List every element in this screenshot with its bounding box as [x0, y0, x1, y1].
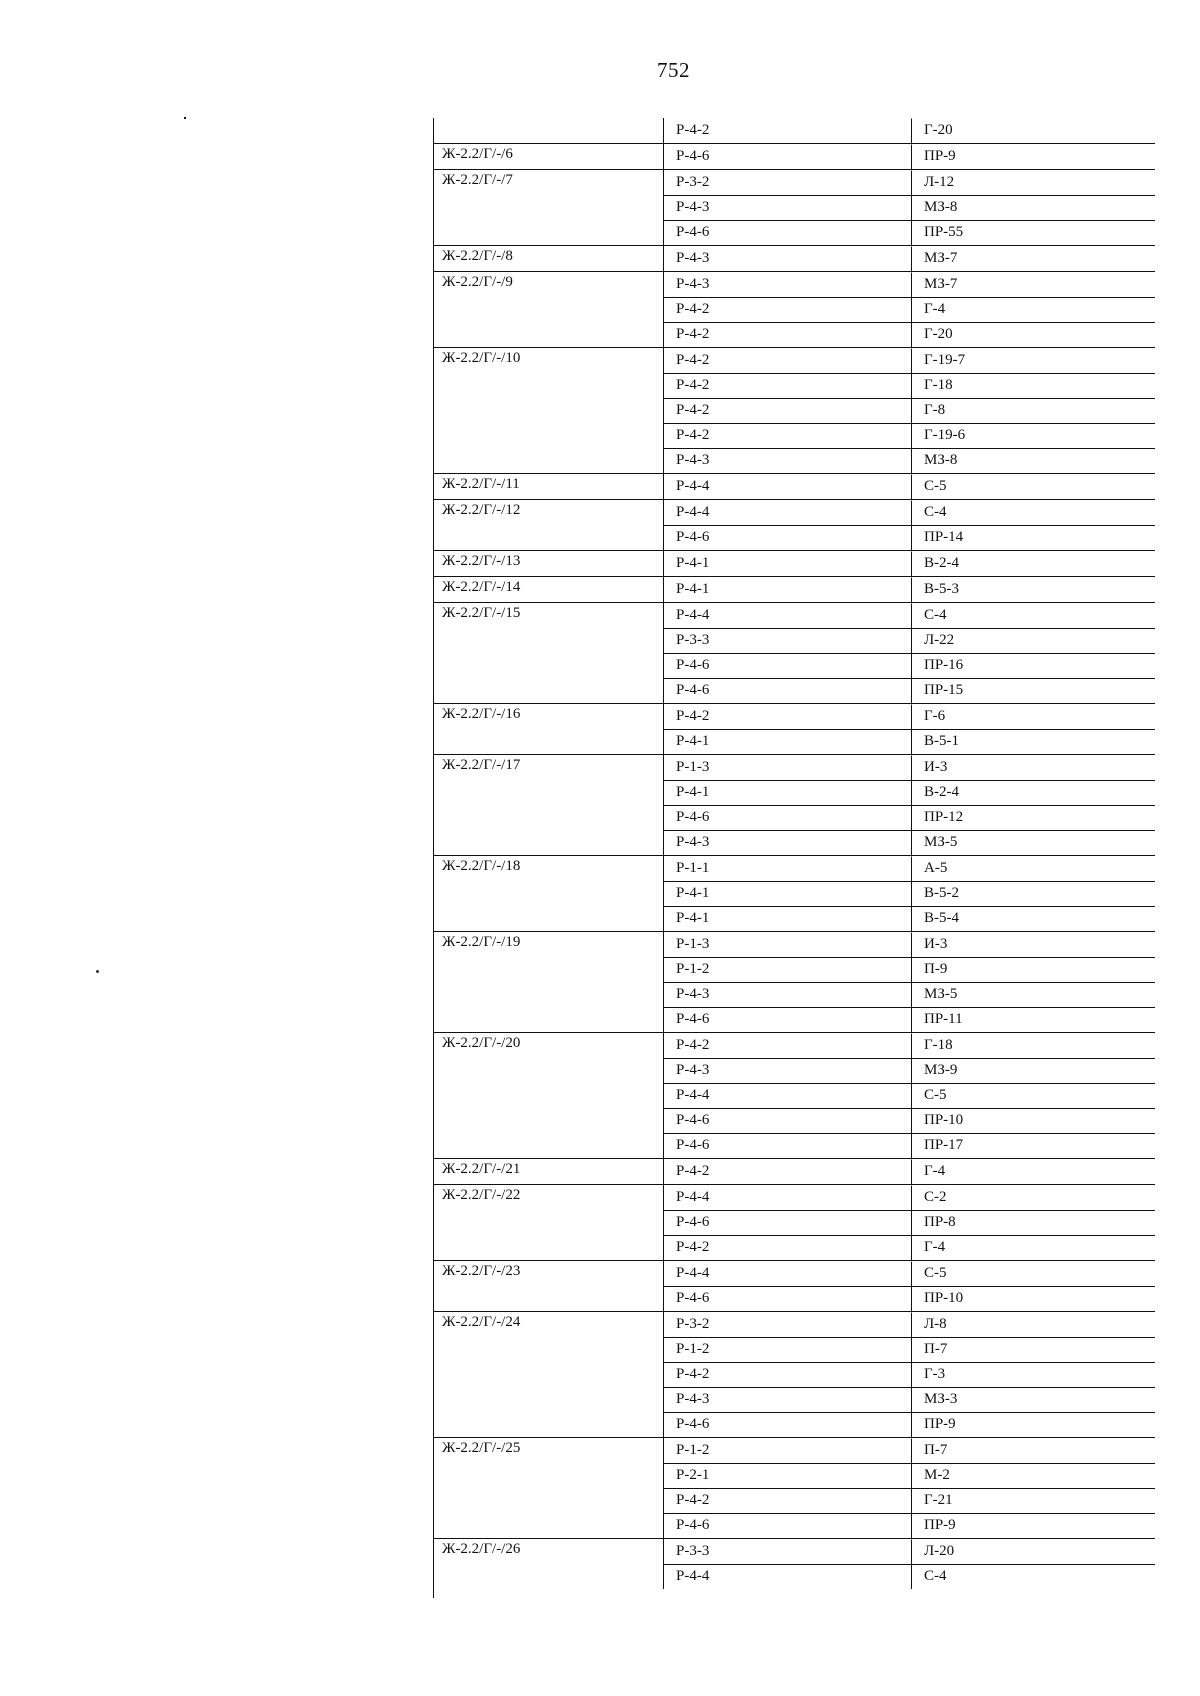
table-row: [664, 1312, 1155, 1337]
item-code-cell: В-2-4: [912, 780, 1155, 805]
item-code-cell: М-2: [912, 1463, 1155, 1488]
item-code-cell: МЗ-9: [912, 1058, 1155, 1083]
section-code-cell: Р-4-4: [664, 1185, 912, 1210]
group-code-cell: Ж-2.2/Г/-/7: [434, 170, 664, 245]
section-code-cell: Р-1-1: [664, 856, 912, 881]
table-row: [664, 1007, 1155, 1032]
item-code-cell: Л-8: [924, 1316, 947, 1332]
table-row: [664, 1564, 1155, 1589]
table-row: [664, 881, 1155, 906]
table-row: [664, 577, 1155, 602]
table-row: [664, 525, 1155, 550]
table-row: [664, 297, 1155, 322]
table-row: [664, 423, 1155, 448]
group-code-cell: Ж-2.2/Г/-/17: [434, 755, 664, 855]
table-row-group: [434, 754, 1155, 855]
item-code-cell: ПР-11: [912, 1007, 1155, 1032]
item-code-cell: МЗ-7: [924, 276, 958, 292]
section-code-cell: Р-4-1: [664, 906, 912, 931]
table-row: [664, 704, 1155, 729]
item-code-cell: Л-12: [924, 174, 955, 190]
table-row-group: [434, 499, 1155, 550]
item-code-cell: Г-3: [912, 1362, 1155, 1387]
table-row-group: [434, 1437, 1155, 1538]
table-row: [664, 398, 1155, 423]
item-code-cell: В-5-4: [912, 906, 1155, 931]
item-code-cell: Г-8: [912, 398, 1155, 423]
table-row: [664, 1033, 1155, 1058]
item-code-cell: Л-20: [924, 1543, 955, 1559]
table-row-group: [434, 1311, 1155, 1437]
item-code-cell: С-4: [924, 504, 947, 520]
table-row-group: [434, 855, 1155, 931]
table-row: [664, 1286, 1155, 1311]
table-row: [664, 830, 1155, 855]
group-rows: [664, 1033, 1155, 1158]
section-code-cell: Р-4-2: [664, 297, 912, 322]
section-code-cell: Р-4-6: [664, 1210, 912, 1235]
table-row: [664, 551, 1155, 576]
section-code-cell: Р-4-2: [664, 118, 912, 143]
group-code-cell: Ж-2.2/Г/-/23: [434, 1261, 664, 1311]
item-code-cell: С-5: [912, 1083, 1155, 1108]
section-code-cell: Р-4-2: [664, 1235, 912, 1260]
section-code-cell: Р-3-3: [664, 628, 912, 653]
section-code-cell: Р-4-1: [664, 577, 912, 602]
table-row: [664, 220, 1155, 245]
item-code-cell: Г-20: [924, 122, 953, 138]
section-code-cell: Р-3-2: [664, 170, 912, 195]
group-rows: [664, 1539, 1155, 1589]
table-row-group: [434, 602, 1155, 703]
group-rows: [664, 1438, 1155, 1538]
table-row: [664, 118, 1155, 143]
section-code-cell: Р-4-3: [664, 982, 912, 1007]
group-code-cell: Ж-2.2/Г/-/10: [434, 348, 664, 473]
table-row-group: [434, 473, 1155, 499]
group-code-cell: Ж-2.2/Г/-/9: [434, 272, 664, 347]
table-row: [664, 1337, 1155, 1362]
item-code-cell: ПР-9: [912, 1513, 1155, 1538]
item-code-cell: Л-22: [912, 628, 1155, 653]
table-row-group: [434, 169, 1155, 245]
section-code-cell: Р-4-2: [664, 1362, 912, 1387]
table-row: [664, 906, 1155, 931]
table-row: [664, 170, 1155, 195]
section-code-cell: Р-1-2: [664, 1438, 912, 1463]
section-code-cell: Р-4-2: [664, 1488, 912, 1513]
group-rows: [664, 1159, 1155, 1184]
section-code-cell: Р-4-4: [664, 474, 912, 499]
group-rows: [664, 856, 1155, 931]
item-code-cell: ПР-17: [912, 1133, 1155, 1158]
section-code-cell: Р-4-2: [664, 704, 912, 729]
item-code-cell: Г-4: [924, 1163, 946, 1179]
section-code-cell: Р-1-2: [664, 957, 912, 982]
table-row: [664, 982, 1155, 1007]
section-code-cell: Р-4-6: [664, 1108, 912, 1133]
table-row: [664, 729, 1155, 754]
table-row-group: [434, 347, 1155, 473]
group-code-cell: Ж-2.2/Г/-/22: [434, 1185, 664, 1260]
table-row: [664, 1058, 1155, 1083]
item-code-cell: В-5-3: [924, 581, 959, 597]
table-row: [664, 1261, 1155, 1286]
table-row: [664, 1362, 1155, 1387]
section-code-cell: Р-4-3: [664, 1058, 912, 1083]
section-code-cell: Р-4-6: [664, 1412, 912, 1437]
table-row: [664, 1235, 1155, 1260]
table-row: [664, 474, 1155, 499]
section-code-cell: Р-4-6: [664, 653, 912, 678]
section-code-cell: Р-3-3: [664, 1539, 912, 1564]
section-code-cell: Р-4-4: [664, 500, 912, 525]
table-row-group: [434, 1538, 1155, 1589]
section-code-cell: Р-4-6: [664, 1513, 912, 1538]
table-row-group: [434, 931, 1155, 1032]
section-code-cell: Р-4-6: [664, 525, 912, 550]
table-row: [664, 805, 1155, 830]
section-code-cell: Р-4-2: [664, 373, 912, 398]
section-code-cell: Р-4-1: [664, 551, 912, 576]
item-code-cell: Г-19-6: [912, 423, 1155, 448]
section-code-cell: Р-4-3: [664, 246, 912, 271]
group-code-cell: Ж-2.2/Г/-/26: [434, 1539, 664, 1589]
group-code-cell: Ж-2.2/Г/-/20: [434, 1033, 664, 1158]
item-code-cell: МЗ-5: [912, 982, 1155, 1007]
table-row-group: [434, 245, 1155, 271]
item-code-cell: Г-4: [912, 1235, 1155, 1260]
item-code-cell: И-3: [924, 759, 948, 775]
section-code-cell: Р-2-1: [664, 1463, 912, 1488]
table-row-group: [434, 703, 1155, 754]
group-rows: [664, 1312, 1155, 1437]
table-row: [664, 678, 1155, 703]
item-code-cell: ПР-15: [912, 678, 1155, 703]
group-rows: [664, 1261, 1155, 1311]
item-code-cell: МЗ-8: [912, 195, 1155, 220]
group-rows: [664, 500, 1155, 550]
group-rows: [664, 474, 1155, 499]
section-code-cell: Р-4-1: [664, 780, 912, 805]
section-code-cell: Р-4-4: [664, 1083, 912, 1108]
table-row: [664, 1412, 1155, 1437]
group-code-cell: Ж-2.2/Г/-/15: [434, 603, 664, 703]
table-row-group: [434, 271, 1155, 347]
group-code-cell: [434, 118, 664, 143]
item-code-cell: Г-6: [924, 708, 946, 724]
table-row: [664, 1539, 1155, 1564]
section-code-cell: Р-4-6: [664, 1133, 912, 1158]
table-row: [664, 500, 1155, 525]
section-code-cell: Р-4-6: [664, 220, 912, 245]
item-code-cell: Г-19-7: [924, 352, 966, 368]
group-code-cell: Ж-2.2/Г/-/11: [434, 474, 664, 499]
group-rows: [664, 932, 1155, 1032]
group-code-cell: Ж-2.2/Г/-/13: [434, 551, 664, 576]
table-row: [664, 932, 1155, 957]
item-code-cell: Г-20: [912, 322, 1155, 347]
table-row: [664, 856, 1155, 881]
table-row-group: [434, 1260, 1155, 1311]
table-row: [664, 195, 1155, 220]
group-code-cell: Ж-2.2/Г/-/25: [434, 1438, 664, 1538]
table-row-group: [434, 143, 1155, 169]
item-code-cell: П-7: [912, 1337, 1155, 1362]
classification-table: [184, 117, 966, 1584]
section-code-cell: Р-4-4: [664, 1564, 912, 1589]
table-row: [664, 1083, 1155, 1108]
group-rows: [664, 144, 1155, 169]
section-code-cell: Р-4-6: [664, 1286, 912, 1311]
table-row: [664, 322, 1155, 347]
group-code-cell: Ж-2.2/Г/-/16: [434, 704, 664, 754]
item-code-cell: В-5-1: [912, 729, 1155, 754]
group-code-cell: Ж-2.2/Г/-/19: [434, 932, 664, 1032]
section-code-cell: Р-4-4: [664, 1261, 912, 1286]
group-rows: [664, 246, 1155, 271]
group-rows: [664, 272, 1155, 347]
group-rows: [664, 755, 1155, 855]
group-rows: [664, 118, 1155, 143]
table-row: [664, 1513, 1155, 1538]
item-code-cell: ПР-9: [912, 1412, 1155, 1437]
table-row: [664, 653, 1155, 678]
table-row: [664, 144, 1155, 169]
table-row: [664, 1488, 1155, 1513]
section-code-cell: Р-4-2: [664, 1033, 912, 1058]
group-code-cell: Ж-2.2/Г/-/21: [434, 1159, 664, 1184]
item-code-cell: МЗ-5: [912, 830, 1155, 855]
item-code-cell: В-5-2: [912, 881, 1155, 906]
section-code-cell: Р-4-6: [664, 1007, 912, 1032]
item-code-cell: ПР-14: [912, 525, 1155, 550]
item-code-cell: П-9: [912, 957, 1155, 982]
table-row: [664, 957, 1155, 982]
section-code-cell: Р-4-2: [664, 348, 912, 373]
item-code-cell: А-5: [924, 860, 948, 876]
table-row-group: [434, 1032, 1155, 1158]
table-row: [664, 448, 1155, 473]
section-code-cell: Р-4-4: [664, 603, 912, 628]
group-rows: [664, 1185, 1155, 1260]
table-row-group: [434, 550, 1155, 576]
item-code-cell: ПР-10: [912, 1286, 1155, 1311]
scan-speck: [96, 970, 99, 973]
table-row: [664, 1387, 1155, 1412]
group-code-cell: Ж-2.2/Г/-/18: [434, 856, 664, 931]
section-code-cell: Р-4-6: [664, 144, 912, 169]
section-code-cell: Р-1-3: [664, 932, 912, 957]
item-code-cell: Г-4: [912, 297, 1155, 322]
section-code-cell: Р-4-3: [664, 1387, 912, 1412]
section-code-cell: Р-4-6: [664, 678, 912, 703]
item-code-cell: Г-18: [924, 1037, 953, 1053]
item-code-cell: С-4: [912, 1564, 1155, 1589]
table-row: [664, 1463, 1155, 1488]
table-row: [664, 348, 1155, 373]
item-code-cell: ПР-16: [912, 653, 1155, 678]
item-code-cell: ПР-10: [912, 1108, 1155, 1133]
section-code-cell: Р-1-2: [664, 1337, 912, 1362]
item-code-cell: ПР-12: [912, 805, 1155, 830]
section-code-cell: Р-4-6: [664, 805, 912, 830]
item-code-cell: МЗ-7: [924, 250, 958, 266]
section-code-cell: Р-4-1: [664, 729, 912, 754]
group-code-cell: Ж-2.2/Г/-/8: [434, 246, 664, 271]
item-code-cell: МЗ-8: [912, 448, 1155, 473]
group-code-cell: Ж-2.2/Г/-/14: [434, 577, 664, 602]
group-rows: [664, 704, 1155, 754]
table-row: [664, 628, 1155, 653]
table-row-group: [434, 1184, 1155, 1260]
table-row: [664, 1185, 1155, 1210]
item-code-cell: Г-18: [912, 373, 1155, 398]
section-code-cell: Р-4-3: [664, 272, 912, 297]
group-code-cell: Ж-2.2/Г/-/12: [434, 500, 664, 550]
group-rows: [664, 577, 1155, 602]
item-code-cell: С-4: [924, 607, 947, 623]
item-code-cell: С-5: [924, 1265, 947, 1281]
group-rows: [664, 551, 1155, 576]
empty-first-column: [185, 118, 434, 1598]
table-row: [664, 1159, 1155, 1184]
section-code-cell: Р-4-3: [664, 195, 912, 220]
group-code-cell: Ж-2.2/Г/-/6: [434, 144, 664, 169]
section-code-cell: Р-4-3: [664, 830, 912, 855]
table-row: [664, 1438, 1155, 1463]
table-row: [664, 603, 1155, 628]
section-code-cell: Р-4-2: [664, 398, 912, 423]
table-rows: [434, 118, 1155, 1589]
section-code-cell: Р-4-2: [664, 322, 912, 347]
table-row-group: [434, 1158, 1155, 1184]
section-code-cell: Р-4-1: [664, 881, 912, 906]
item-code-cell: ПР-55: [912, 220, 1155, 245]
item-code-cell: С-5: [924, 478, 947, 494]
item-code-cell: П-7: [924, 1442, 948, 1458]
group-rows: [664, 603, 1155, 703]
item-code-cell: ПР-8: [912, 1210, 1155, 1235]
table-row: [664, 272, 1155, 297]
table-row-group: [434, 118, 1155, 143]
group-rows: [664, 170, 1155, 245]
table-row: [664, 373, 1155, 398]
section-code-cell: Р-3-2: [664, 1312, 912, 1337]
item-code-cell: Г-21: [912, 1488, 1155, 1513]
section-code-cell: Р-4-2: [664, 423, 912, 448]
item-code-cell: С-2: [924, 1189, 947, 1205]
section-code-cell: Р-4-3: [664, 448, 912, 473]
item-code-cell: МЗ-3: [912, 1387, 1155, 1412]
group-rows: [664, 348, 1155, 473]
section-code-cell: Р-4-2: [664, 1159, 912, 1184]
table-row: [664, 1108, 1155, 1133]
table-row: [664, 755, 1155, 780]
item-code-cell: ПР-9: [924, 148, 956, 164]
table-row: [664, 1133, 1155, 1158]
table-row: [664, 1210, 1155, 1235]
group-code-cell: Ж-2.2/Г/-/24: [434, 1312, 664, 1437]
table-row: [664, 246, 1155, 271]
table-row-group: [434, 576, 1155, 602]
section-code-cell: Р-1-3: [664, 755, 912, 780]
table-row: [664, 780, 1155, 805]
item-code-cell: В-2-4: [924, 555, 959, 571]
page-number: 752: [657, 58, 690, 82]
item-code-cell: И-3: [924, 936, 948, 952]
